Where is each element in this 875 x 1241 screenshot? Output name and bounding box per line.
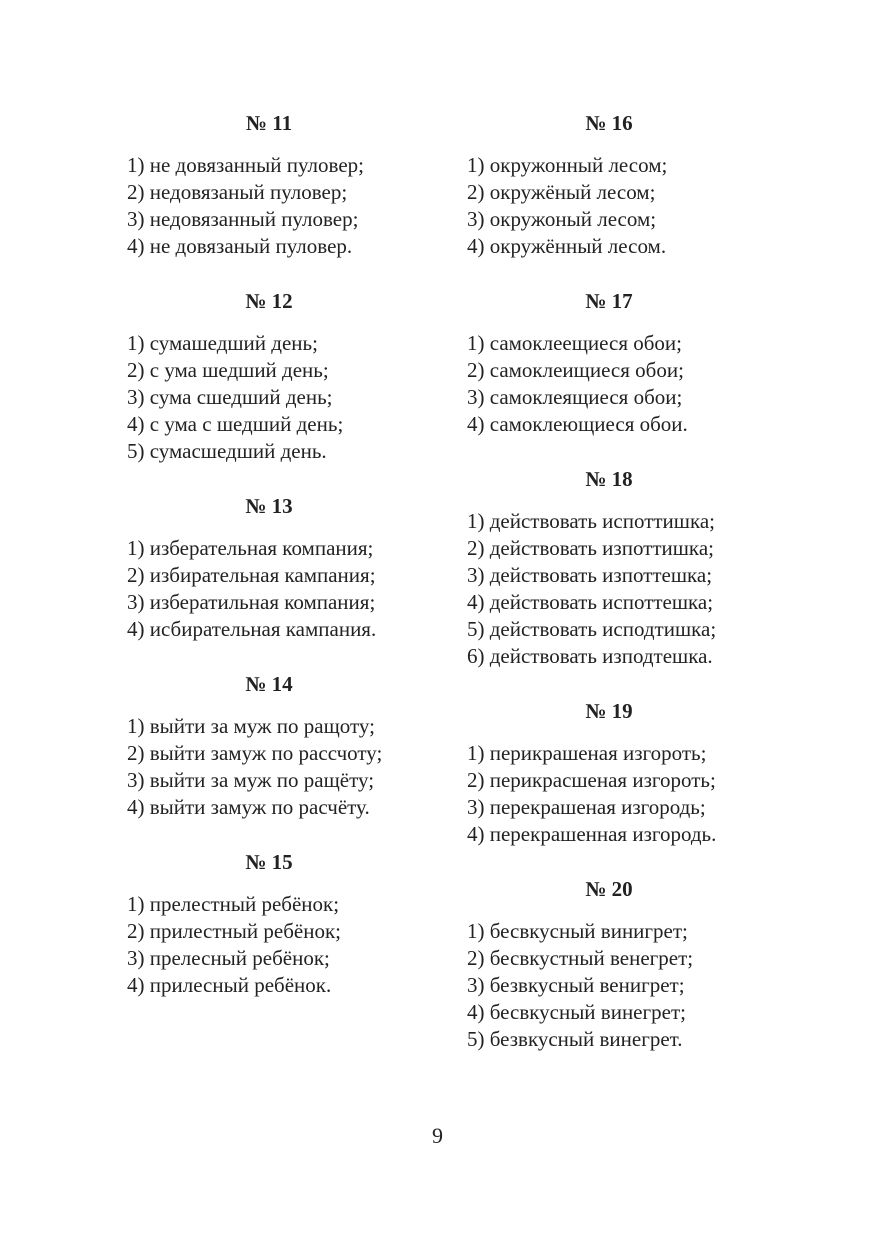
answer-option: 4) действовать испоттешка; (467, 590, 714, 614)
answer-option: 2) окружёный лесом; (467, 180, 656, 204)
answer-option: 1) действовать испоттишка; (467, 509, 716, 533)
answer-option: 6) действовать изподтешка. (467, 644, 713, 668)
answer-options (467, 152, 777, 260)
answer-option: 1) сумашедший день; (127, 331, 318, 355)
answer-option: 4) самоклеющиеся обои. (467, 412, 688, 436)
answer-option: 3) прелесный ребёнок; (127, 946, 330, 970)
answer-option: 2) недовязаный пуловер; (127, 180, 348, 204)
answer-option: 2) перикрасшеная изгороть; (467, 768, 716, 792)
exercise-title: № 12 (245, 289, 293, 313)
answer-option: 3) перекрашеная изгородь; (467, 795, 706, 819)
answer-option: 5) сумасшедший день. (127, 439, 327, 463)
answer-options (127, 891, 437, 999)
answer-option: 2) избирательная кампания; (127, 563, 376, 587)
answer-options (127, 535, 437, 643)
answer-option: 4) не довязаный пуловер. (127, 234, 353, 258)
right-column (467, 106, 777, 1053)
answer-options (467, 330, 777, 438)
answer-option: 5) безвкусный винегрет. (467, 1027, 683, 1051)
answer-option: 1) не довязанный пуловер; (127, 153, 364, 177)
answer-options (127, 713, 437, 821)
exercise-block (127, 284, 437, 465)
answer-option: 3) сума сшедший день; (127, 385, 333, 409)
exercise-block (127, 845, 437, 999)
answer-option: 4) исбирательная кампания. (127, 617, 377, 641)
answer-option: 4) бесвкусный винегрет; (467, 1000, 686, 1024)
answer-options (127, 152, 437, 260)
answer-option: 3) избератильная компания; (127, 590, 376, 614)
answer-option: 2) самоклеищиеся обои; (467, 358, 684, 382)
answer-option: 2) бесвкустный венегрет; (467, 946, 694, 970)
answer-option: 4) выйти замуж по расчёту. (127, 795, 370, 819)
exercise-title: № 20 (585, 877, 633, 901)
answer-option: 1) выйти за муж по ращоту; (127, 714, 375, 738)
answer-option: 2) с ума шедший день; (127, 358, 329, 382)
answer-option: 3) безвкусный венигрет; (467, 973, 685, 997)
exercise-block (127, 106, 437, 260)
exercise-block (467, 462, 777, 670)
answer-options (467, 508, 777, 670)
answer-option: 1) изберательная компания; (127, 536, 374, 560)
exercise-title: № 17 (585, 289, 633, 313)
exercise-block (467, 694, 777, 848)
answer-option: 2) прилестный ребёнок; (127, 919, 341, 943)
answer-option: 3) окружоный лесом; (467, 207, 657, 231)
answer-option: 2) действовать изпоттишка; (467, 536, 714, 560)
exercise-title: № 19 (585, 699, 633, 723)
exercise-block (127, 489, 437, 643)
answer-option: 4) прилесный ребёнок. (127, 973, 332, 997)
exercise-block (467, 284, 777, 438)
exercise-title: № 14 (245, 672, 293, 696)
answer-option: 3) недовязанный пуловер; (127, 207, 359, 231)
answer-option: 2) выйти замуж по рассчоту; (127, 741, 383, 765)
answer-option: 5) действовать исподтишка; (467, 617, 717, 641)
answer-option: 3) действовать изпоттешка; (467, 563, 713, 587)
exercise-title: № 11 (245, 111, 293, 135)
answer-option: 3) самоклеящиеся обои; (467, 385, 683, 409)
answer-option: 4) окружённый лесом. (467, 234, 667, 258)
exercise-title: № 16 (585, 111, 633, 135)
exercise-block (127, 667, 437, 821)
answer-option: 1) перикрашеная изгороть; (467, 741, 707, 765)
answer-option: 4) перекрашенная изгородь. (467, 822, 717, 846)
answer-option: 4) с ума с шедший день; (127, 412, 344, 436)
answer-options (127, 330, 437, 465)
left-column (127, 106, 437, 999)
answer-option: 3) выйти за муж по ращёту; (127, 768, 375, 792)
exercise-title: № 18 (585, 467, 633, 491)
exercise-block (467, 106, 777, 260)
answer-options (467, 918, 777, 1053)
answer-options (467, 740, 777, 848)
page-number: 9 (432, 1123, 443, 1148)
exercise-block (467, 872, 777, 1053)
answer-option: 1) прелестный ребёнок; (127, 892, 340, 916)
exercise-title: № 15 (245, 850, 293, 874)
answer-option: 1) бесвкусный винигрет; (467, 919, 688, 943)
answer-option: 1) окружонный лесом; (467, 153, 668, 177)
exercise-title: № 13 (245, 494, 293, 518)
answer-option: 1) самоклеещиеся обои; (467, 331, 682, 355)
